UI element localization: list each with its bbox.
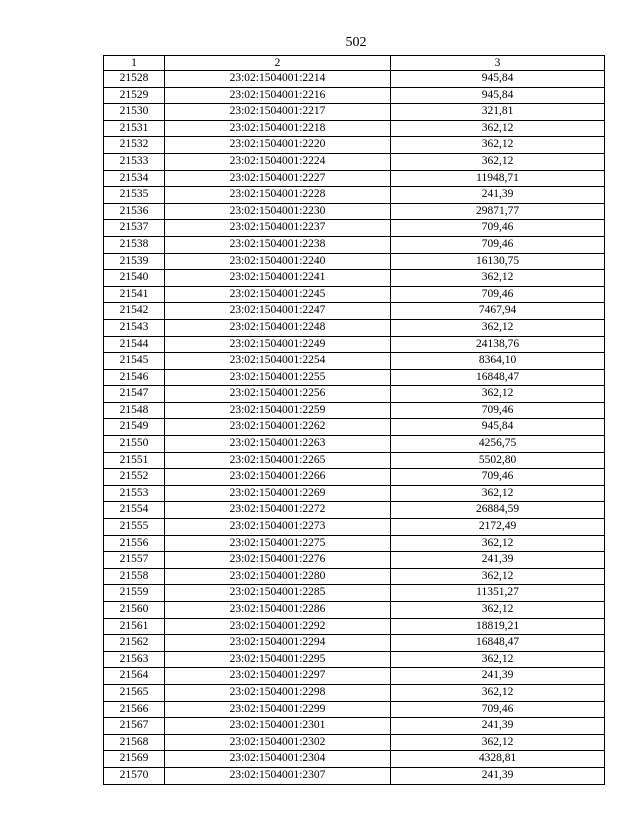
row-number-cell: 21553 <box>104 485 165 502</box>
value-cell: 8364,10 <box>391 353 605 370</box>
cadastral-table <box>103 55 605 785</box>
row-number-cell: 21570 <box>104 767 165 784</box>
value-cell: 241,39 <box>391 718 605 735</box>
table-row <box>104 452 605 469</box>
table-row <box>104 187 605 204</box>
value-cell: 241,39 <box>391 668 605 685</box>
cadastral-number-cell: 23:02:1504001:2263 <box>165 436 391 453</box>
cadastral-number-cell: 23:02:1504001:2224 <box>165 153 391 170</box>
table-row <box>104 701 605 718</box>
cadastral-number-cell: 23:02:1504001:2256 <box>165 386 391 403</box>
table-row <box>104 236 605 253</box>
table-row <box>104 485 605 502</box>
column-header-3: 3 <box>391 56 605 71</box>
cadastral-number-cell: 23:02:1504001:2237 <box>165 220 391 237</box>
table-row <box>104 402 605 419</box>
table-row <box>104 502 605 519</box>
table-row <box>104 153 605 170</box>
table-row <box>104 270 605 287</box>
row-number-cell: 21556 <box>104 535 165 552</box>
table-row <box>104 651 605 668</box>
value-cell: 362,12 <box>391 568 605 585</box>
cadastral-number-cell: 23:02:1504001:2218 <box>165 120 391 137</box>
cadastral-number-cell: 23:02:1504001:2302 <box>165 734 391 751</box>
row-number-cell: 21562 <box>104 635 165 652</box>
row-number-cell: 21554 <box>104 502 165 519</box>
row-number-cell: 21561 <box>104 618 165 635</box>
value-cell: 709,46 <box>391 286 605 303</box>
value-cell: 362,12 <box>391 535 605 552</box>
value-cell: 362,12 <box>391 651 605 668</box>
value-cell: 362,12 <box>391 485 605 502</box>
value-cell: 362,12 <box>391 137 605 154</box>
cadastral-number-cell: 23:02:1504001:2238 <box>165 236 391 253</box>
value-cell: 362,12 <box>391 270 605 287</box>
table-row <box>104 469 605 486</box>
value-cell: 16130,75 <box>391 253 605 270</box>
table-row <box>104 203 605 220</box>
table-row <box>104 220 605 237</box>
cadastral-number-cell: 23:02:1504001:2255 <box>165 369 391 386</box>
value-cell: 709,46 <box>391 701 605 718</box>
cadastral-number-cell: 23:02:1504001:2272 <box>165 502 391 519</box>
row-number-cell: 21557 <box>104 552 165 569</box>
row-number-cell: 21532 <box>104 137 165 154</box>
table-header <box>104 56 605 71</box>
cadastral-number-cell: 23:02:1504001:2262 <box>165 419 391 436</box>
row-number-cell: 21565 <box>104 684 165 701</box>
row-number-cell: 21543 <box>104 319 165 336</box>
cadastral-number-cell: 23:02:1504001:2265 <box>165 452 391 469</box>
cadastral-number-cell: 23:02:1504001:2273 <box>165 519 391 536</box>
row-number-cell: 21551 <box>104 452 165 469</box>
table-row <box>104 635 605 652</box>
table-row <box>104 568 605 585</box>
table-row <box>104 535 605 552</box>
row-number-cell: 21530 <box>104 104 165 121</box>
value-cell: 7467,94 <box>391 303 605 320</box>
cadastral-number-cell: 23:02:1504001:2259 <box>165 402 391 419</box>
cadastral-number-cell: 23:02:1504001:2294 <box>165 635 391 652</box>
row-number-cell: 21563 <box>104 651 165 668</box>
row-number-cell: 21555 <box>104 519 165 536</box>
value-cell: 29871,77 <box>391 203 605 220</box>
cadastral-number-cell: 23:02:1504001:2301 <box>165 718 391 735</box>
value-cell: 709,46 <box>391 220 605 237</box>
cadastral-number-cell: 23:02:1504001:2298 <box>165 684 391 701</box>
cadastral-number-cell: 23:02:1504001:2249 <box>165 336 391 353</box>
cadastral-number-cell: 23:02:1504001:2254 <box>165 353 391 370</box>
table-row <box>104 419 605 436</box>
value-cell: 362,12 <box>391 684 605 701</box>
value-cell: 362,12 <box>391 120 605 137</box>
row-number-cell: 21558 <box>104 568 165 585</box>
value-cell: 241,39 <box>391 552 605 569</box>
cadastral-number-cell: 23:02:1504001:2280 <box>165 568 391 585</box>
row-number-cell: 21545 <box>104 353 165 370</box>
cadastral-number-cell: 23:02:1504001:2216 <box>165 87 391 104</box>
header-row <box>104 56 605 71</box>
value-cell: 5502,80 <box>391 452 605 469</box>
row-number-cell: 21566 <box>104 701 165 718</box>
value-cell: 16848,47 <box>391 635 605 652</box>
column-header-2: 2 <box>165 56 391 71</box>
table-body <box>104 71 605 785</box>
row-number-cell: 21537 <box>104 220 165 237</box>
cadastral-number-cell: 23:02:1504001:2304 <box>165 751 391 768</box>
cadastral-number-cell: 23:02:1504001:2266 <box>165 469 391 486</box>
row-number-cell: 21567 <box>104 718 165 735</box>
table-row <box>104 602 605 619</box>
cadastral-number-cell: 23:02:1504001:2285 <box>165 585 391 602</box>
table-row <box>104 104 605 121</box>
table-row <box>104 286 605 303</box>
column-header-1: 1 <box>104 56 165 71</box>
table-row <box>104 336 605 353</box>
table-row <box>104 253 605 270</box>
table-row <box>104 353 605 370</box>
row-number-cell: 21535 <box>104 187 165 204</box>
row-number-cell: 21533 <box>104 153 165 170</box>
row-number-cell: 21569 <box>104 751 165 768</box>
row-number-cell: 21559 <box>104 585 165 602</box>
value-cell: 2172,49 <box>391 519 605 536</box>
table-row <box>104 170 605 187</box>
table-row <box>104 668 605 685</box>
row-number-cell: 21531 <box>104 120 165 137</box>
value-cell: 945,84 <box>391 71 605 88</box>
value-cell: 26884,59 <box>391 502 605 519</box>
value-cell: 11351,27 <box>391 585 605 602</box>
value-cell: 4256,75 <box>391 436 605 453</box>
value-cell: 241,39 <box>391 187 605 204</box>
row-number-cell: 21546 <box>104 369 165 386</box>
table-row <box>104 734 605 751</box>
value-cell: 362,12 <box>391 734 605 751</box>
row-number-cell: 21538 <box>104 236 165 253</box>
cadastral-number-cell: 23:02:1504001:2217 <box>165 104 391 121</box>
cadastral-number-cell: 23:02:1504001:2297 <box>165 668 391 685</box>
value-cell: 709,46 <box>391 402 605 419</box>
value-cell: 24138,76 <box>391 336 605 353</box>
value-cell: 4328,81 <box>391 751 605 768</box>
row-number-cell: 21552 <box>104 469 165 486</box>
table-row <box>104 436 605 453</box>
row-number-cell: 21541 <box>104 286 165 303</box>
row-number-cell: 21536 <box>104 203 165 220</box>
row-number-cell: 21550 <box>104 436 165 453</box>
value-cell: 11948,71 <box>391 170 605 187</box>
value-cell: 945,84 <box>391 419 605 436</box>
cadastral-number-cell: 23:02:1504001:2275 <box>165 535 391 552</box>
value-cell: 18819,21 <box>391 618 605 635</box>
cadastral-number-cell: 23:02:1504001:2276 <box>165 552 391 569</box>
page-number: 502 <box>345 35 367 50</box>
value-cell: 321,81 <box>391 104 605 121</box>
cadastral-number-cell: 23:02:1504001:2214 <box>165 71 391 88</box>
table-row <box>104 137 605 154</box>
cadastral-number-cell: 23:02:1504001:2248 <box>165 319 391 336</box>
table-row <box>104 71 605 88</box>
row-number-cell: 21534 <box>104 170 165 187</box>
row-number-cell: 21544 <box>104 336 165 353</box>
table-row <box>104 718 605 735</box>
table-row <box>104 767 605 784</box>
cadastral-number-cell: 23:02:1504001:2245 <box>165 286 391 303</box>
value-cell: 362,12 <box>391 153 605 170</box>
row-number-cell: 21564 <box>104 668 165 685</box>
cadastral-number-cell: 23:02:1504001:2220 <box>165 137 391 154</box>
table-row <box>104 303 605 320</box>
cadastral-number-cell: 23:02:1504001:2269 <box>165 485 391 502</box>
table-row <box>104 552 605 569</box>
row-number-cell: 21539 <box>104 253 165 270</box>
cadastral-number-cell: 23:02:1504001:2286 <box>165 602 391 619</box>
value-cell: 945,84 <box>391 87 605 104</box>
row-number-cell: 21560 <box>104 602 165 619</box>
value-cell: 362,12 <box>391 602 605 619</box>
value-cell: 362,12 <box>391 386 605 403</box>
table-row <box>104 87 605 104</box>
cadastral-number-cell: 23:02:1504001:2240 <box>165 253 391 270</box>
row-number-cell: 21548 <box>104 402 165 419</box>
table-row <box>104 751 605 768</box>
cadastral-number-cell: 23:02:1504001:2241 <box>165 270 391 287</box>
cadastral-number-cell: 23:02:1504001:2228 <box>165 187 391 204</box>
cadastral-number-cell: 23:02:1504001:2292 <box>165 618 391 635</box>
value-cell: 362,12 <box>391 319 605 336</box>
table-row <box>104 585 605 602</box>
row-number-cell: 21540 <box>104 270 165 287</box>
table-row <box>104 684 605 701</box>
cadastral-number-cell: 23:02:1504001:2247 <box>165 303 391 320</box>
value-cell: 16848,47 <box>391 369 605 386</box>
row-number-cell: 21529 <box>104 87 165 104</box>
cadastral-number-cell: 23:02:1504001:2299 <box>165 701 391 718</box>
table-row <box>104 618 605 635</box>
table-row <box>104 369 605 386</box>
row-number-cell: 21528 <box>104 71 165 88</box>
row-number-cell: 21542 <box>104 303 165 320</box>
table-row <box>104 519 605 536</box>
cadastral-number-cell: 23:02:1504001:2307 <box>165 767 391 784</box>
value-cell: 709,46 <box>391 469 605 486</box>
cadastral-number-cell: 23:02:1504001:2227 <box>165 170 391 187</box>
value-cell: 241,39 <box>391 767 605 784</box>
value-cell: 709,46 <box>391 236 605 253</box>
table-row <box>104 319 605 336</box>
row-number-cell: 21549 <box>104 419 165 436</box>
table-row <box>104 120 605 137</box>
cadastral-number-cell: 23:02:1504001:2230 <box>165 203 391 220</box>
table-row <box>104 386 605 403</box>
row-number-cell: 21547 <box>104 386 165 403</box>
row-number-cell: 21568 <box>104 734 165 751</box>
cadastral-number-cell: 23:02:1504001:2295 <box>165 651 391 668</box>
